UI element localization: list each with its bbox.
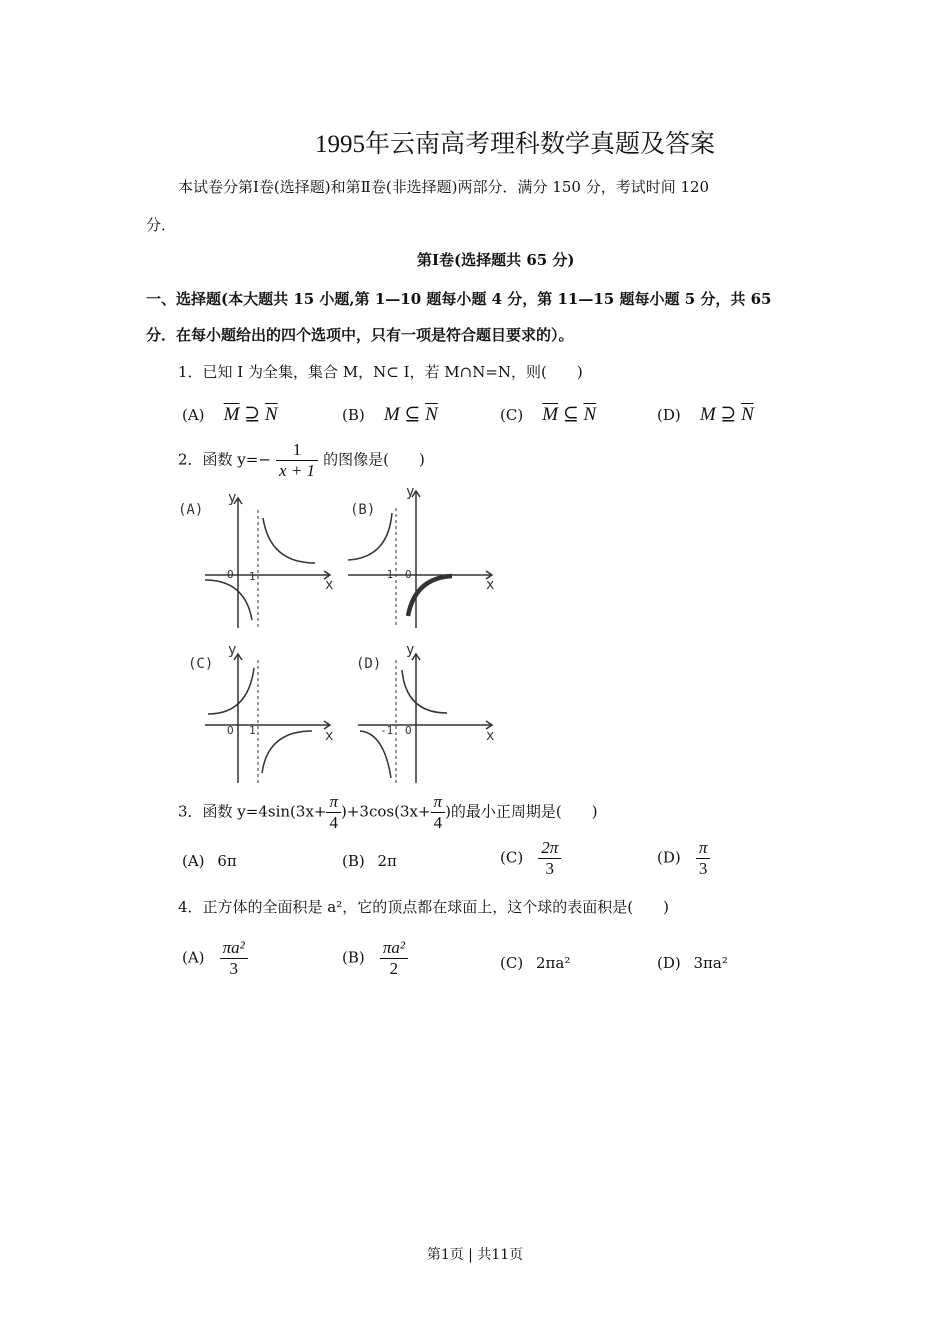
q1-option-d-op: ⊇ — [720, 404, 737, 425]
intro-text-line1: 本试卷分第Ⅰ卷(选择题)和第Ⅱ卷(非选择题)两部分．满分 150 分，考试时间 120 — [178, 178, 710, 196]
q3-frac2-num: π — [431, 792, 446, 813]
document-title: 1995年云南高考理科数学真题及答案 — [314, 131, 715, 158]
q3-option-c-num: 2π — [538, 838, 561, 859]
q2-graph-c-curve-right — [262, 731, 312, 773]
q2-frac-den: x + 1 — [279, 460, 316, 480]
q1-option-c-op: ⊆ — [562, 404, 579, 425]
q4-option-a-den: 3 — [229, 958, 238, 978]
q2-graph-d-curve-right — [402, 670, 447, 713]
q1-option-a — [182, 403, 278, 426]
q1-stem: 1．已知 I 为全集，集合 M，N⊂ I，若 M∩N=N，则( ) — [178, 363, 583, 381]
section-instructions-line1: 一、选择题(本大题共 15 小题,第 1—10 题每小题 4 分，第 11—15 题每小题 5 分，共 65 — [146, 290, 772, 308]
q4-option-a — [182, 938, 248, 978]
q4-option-d — [657, 954, 728, 972]
q2-stem-prefix: 2．函数 y=− — [178, 450, 271, 469]
q2-graph-b-x-label: x — [486, 577, 495, 593]
q2-frac-num: 1 — [276, 440, 318, 461]
q3-frac1-den: 4 — [329, 812, 338, 832]
q4-option-d-value: 3πa² — [693, 954, 728, 972]
page-footer: 第1页 | 共11页 — [426, 1247, 524, 1263]
q2-graph-d-curve-left — [360, 731, 391, 778]
q3-option-c — [500, 838, 561, 878]
q2-graph-d-y-label: y — [406, 642, 415, 658]
q1-option-a-lhs: $\overline{M}$ — [223, 404, 240, 425]
q4-option-a-num: πa² — [220, 938, 248, 959]
q2-stem — [178, 440, 425, 480]
q2-graph-b-label: (B) — [350, 502, 376, 518]
q2-graph-b-tick: -1 — [380, 568, 394, 581]
q4-stem: 4．正方体的全面积是 a²，它的顶点都在球面上，这个球的表面积是( ) — [178, 898, 669, 916]
q4-option-b-num: πa² — [380, 938, 408, 959]
q4-option-c-label: (C) — [500, 954, 524, 972]
q4-option-c — [500, 954, 570, 972]
q2-graph-c-tick: 1 — [249, 724, 256, 737]
q1-option-a-rhs: $\overline{N}$ — [264, 404, 278, 425]
q1-option-c — [500, 403, 596, 426]
q3-stem-prefix: 3．函数 y=4sin(3x+ — [178, 802, 327, 821]
q2-graph-d-tick: -1 — [380, 724, 394, 737]
q3-option-a — [182, 852, 237, 870]
q3-stem-suffix: )的最小正周期是( ) — [445, 802, 598, 821]
q3-stem — [178, 792, 598, 832]
q2-graph-a-label: (A) — [178, 502, 204, 518]
q4-option-b-den: 2 — [389, 958, 399, 978]
q3-frac2-den: 4 — [433, 812, 443, 832]
q3-frac1-num: π — [326, 792, 341, 813]
q3-option-d-den: 3 — [698, 858, 708, 878]
q2-graph-a-origin: O — [227, 568, 234, 581]
q4-option-b-label: (B) — [342, 948, 365, 967]
q3-stem-mid: )+3cos(3x+ — [341, 802, 431, 821]
intro-text-line2: 分． — [146, 216, 177, 234]
q3-option-b — [342, 852, 397, 870]
q2-graph-a-x-label: x — [325, 577, 334, 593]
q4-option-d-label: (D) — [657, 954, 681, 972]
q1-option-c-rhs: $\overline{N}$ — [583, 404, 597, 425]
q3-option-a-label: (A) — [182, 852, 205, 870]
q3-option-c-den: 3 — [545, 858, 555, 878]
q2-graph-a-tick: 1 — [249, 570, 256, 583]
q2-graph-b-y-label: y — [406, 488, 415, 500]
q3-option-c-label: (C) — [500, 848, 524, 867]
q1-option-b — [342, 403, 438, 426]
q2-graph-c-y-label: y — [228, 642, 237, 658]
q1-option-d-rhs: $\overline{N}$ — [741, 404, 754, 425]
q2-graph-a — [205, 498, 330, 628]
part1-heading: 第Ⅰ卷(选择题共 65 分) — [417, 251, 575, 269]
q2-graph-d-origin: O — [405, 724, 412, 737]
q1-option-d — [657, 403, 754, 426]
q2-graphs — [170, 488, 510, 788]
q2-graph-c-label: (C) — [188, 656, 214, 672]
q2-graph-b-origin: O — [405, 568, 412, 581]
q1-option-c-lhs: $\overline{M}$ — [542, 404, 559, 425]
q1-option-d-lhs: M — [699, 404, 716, 425]
q1-option-c-label: (C) — [500, 406, 524, 424]
q2-graph-b-curve-left — [348, 513, 392, 560]
q1-option-b-op: ⊆ — [404, 404, 421, 425]
q4-option-c-value: 2πa² — [535, 954, 571, 972]
q2-graph-a-curve-left — [205, 580, 252, 620]
q1-option-a-op: ⊇ — [244, 404, 261, 425]
q2-graph-c — [205, 654, 330, 783]
q2-stem-suffix: 的图像是( ) — [323, 450, 425, 469]
q4-option-a-label: (A) — [182, 948, 205, 967]
q3-option-a-value: 6π — [217, 852, 237, 870]
q2-graph-a-y-label: y — [228, 490, 237, 506]
q2-graph-d-label: (D) — [356, 656, 382, 672]
q1-option-b-rhs: $\overline{N}$ — [425, 404, 438, 425]
q3-option-d-label: (D) — [657, 848, 681, 867]
q2-graph-d-x-label: x — [486, 728, 495, 744]
q3-option-b-label: (B) — [342, 852, 365, 870]
q4-option-b — [342, 938, 408, 978]
q2-graph-c-x-label: x — [325, 728, 334, 744]
q2-graph-a-curve-right — [263, 518, 315, 563]
q1-option-a-label: (A) — [182, 406, 205, 424]
q2-graph-c-curve-left — [208, 668, 254, 714]
q3-option-d-num: π — [696, 838, 711, 859]
q3-option-b-value: 2π — [377, 852, 397, 870]
q1-option-d-label: (D) — [657, 406, 681, 424]
q1-option-b-label: (B) — [342, 406, 365, 424]
q1-option-b-lhs: M — [383, 404, 400, 425]
q3-option-d — [657, 838, 710, 878]
section-instructions-line2: 分．在每小题给出的四个选项中，只有一项是符合题目要求的）。 — [146, 326, 574, 344]
q2-graph-d — [358, 654, 495, 783]
q2-graph-c-origin: O — [227, 724, 234, 737]
q2-graph-b-curve-right — [408, 576, 452, 616]
